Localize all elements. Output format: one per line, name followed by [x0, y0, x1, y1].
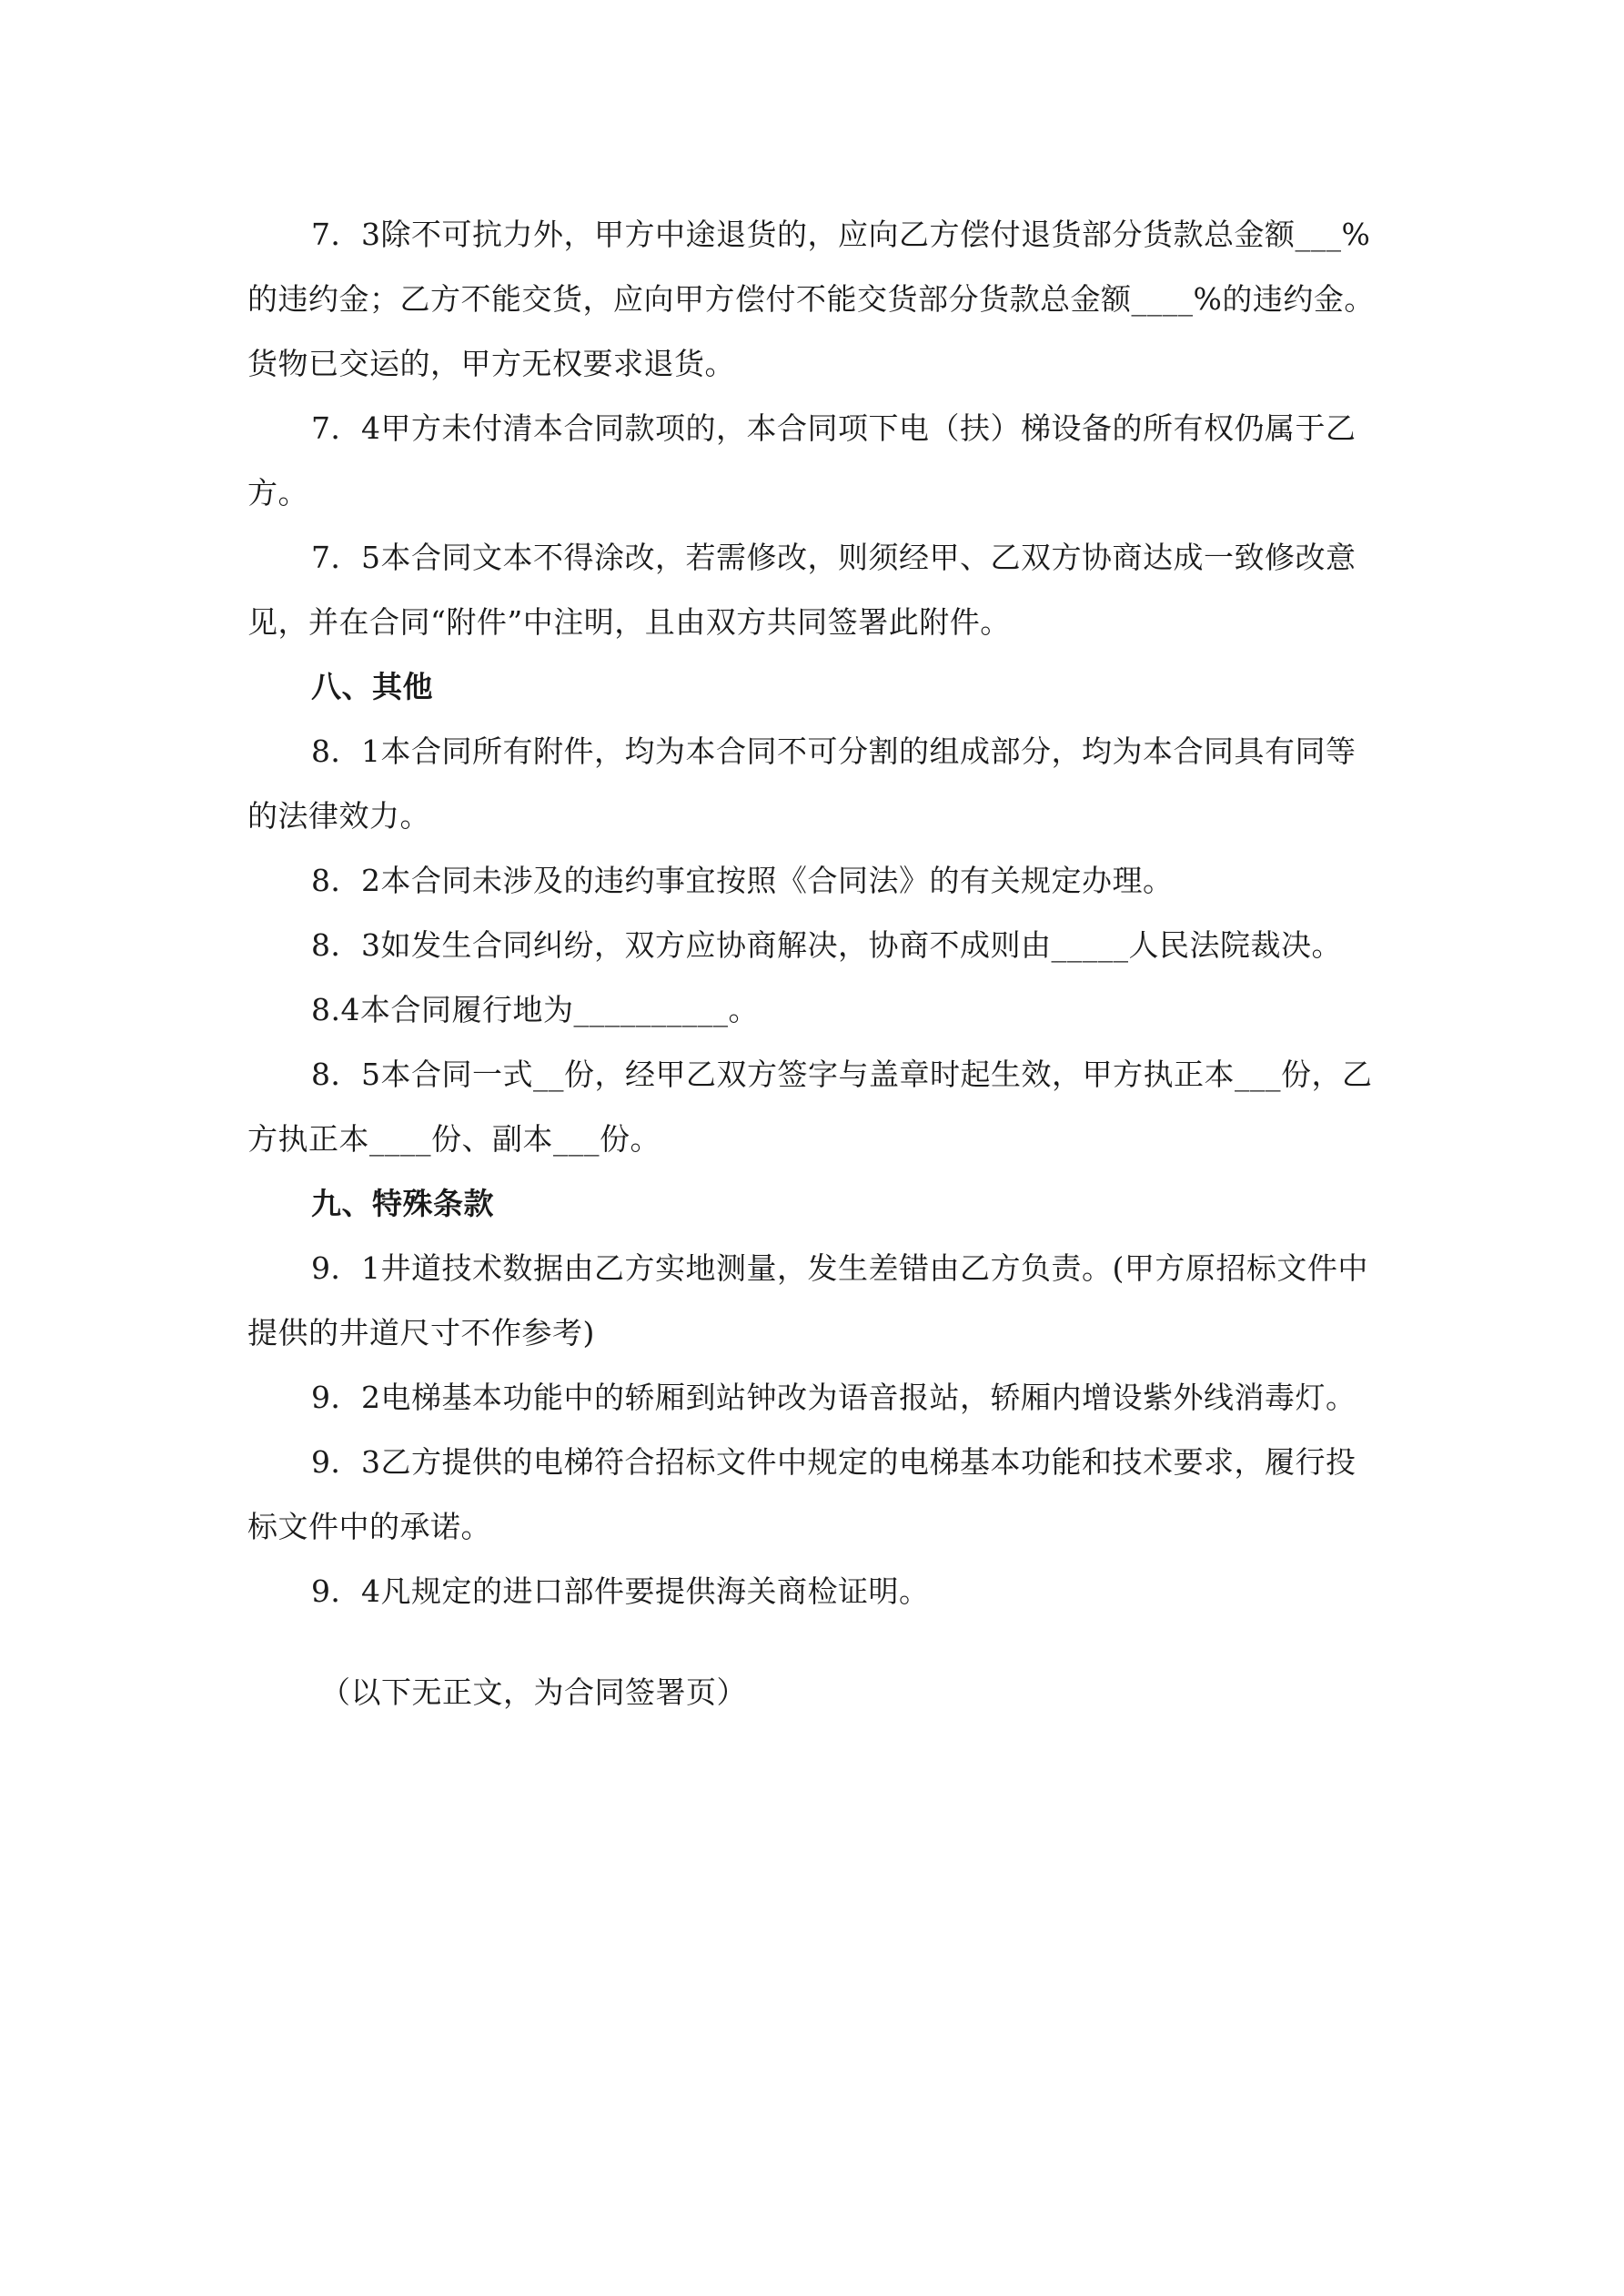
clause-8-4: 8.4本合同履行地为__________。 — [311, 992, 759, 1027]
clause-9-2: 9．2电梯基本功能中的轿厢到站钟改为语音报站，轿厢内增设紫外线消毒灯。 — [311, 1380, 1357, 1415]
clause-8-1: 8．1本合同所有附件，均为本合同不可分割的组成部分，均为本合同具有同等的法律效力。 — [247, 733, 1357, 834]
clause-8-5: 8．5本合同一式__份，经甲乙双方签字与盖章时起生效，甲方执正本___份，乙方执正本____份、副本___份。 — [247, 1057, 1373, 1157]
clause-8-2: 8．2本合同未涉及的违约事宜按照《合同法》的有关规定办理。 — [311, 863, 1174, 898]
closing-note: （以下无正文，为合同签署页） — [320, 1674, 747, 1710]
clause-9-4: 9．4凡规定的进口部件要提供海关商检证明。 — [311, 1573, 930, 1609]
clause-7-3: 7．3除不可抗力外，甲方中途退货的，应向乙方偿付退货部分货款总金额___%的违约金；乙方不能交货，应向甲方偿付不能交货部分货款总金额____%的违约金。货物已交运的，甲方无权要求退货。 — [247, 217, 1375, 381]
section-8-heading: 八、其他 — [311, 669, 433, 704]
clause-8-3: 8．3如发生合同纠纷，双方应协商解决，协商不成则由_____人民法院裁决。 — [311, 927, 1342, 963]
clause-9-3: 9．3乙方提供的电梯符合招标文件中规定的电梯基本功能和技术要求，履行投标文件中的承诺。 — [247, 1444, 1357, 1544]
document-body — [247, 202, 1381, 1725]
clause-7-4: 7．4甲方未付清本合同款项的，本合同项下电（扶）梯设备的所有权仍属于乙方。 — [247, 410, 1357, 511]
clause-7-5: 7．5本合同文本不得涂改，若需修改，则须经甲、乙双方协商达成一致修改意见，并在合同“附件”中注明，且由双方共同签署此附件。 — [247, 540, 1357, 640]
clause-9-1: 9．1井道技术数据由乙方实地测量，发生差错由乙方负责。(甲方原招标文件中提供的井道尺寸不作参考) — [247, 1250, 1368, 1350]
section-9-heading: 九、特殊条款 — [311, 1186, 494, 1221]
